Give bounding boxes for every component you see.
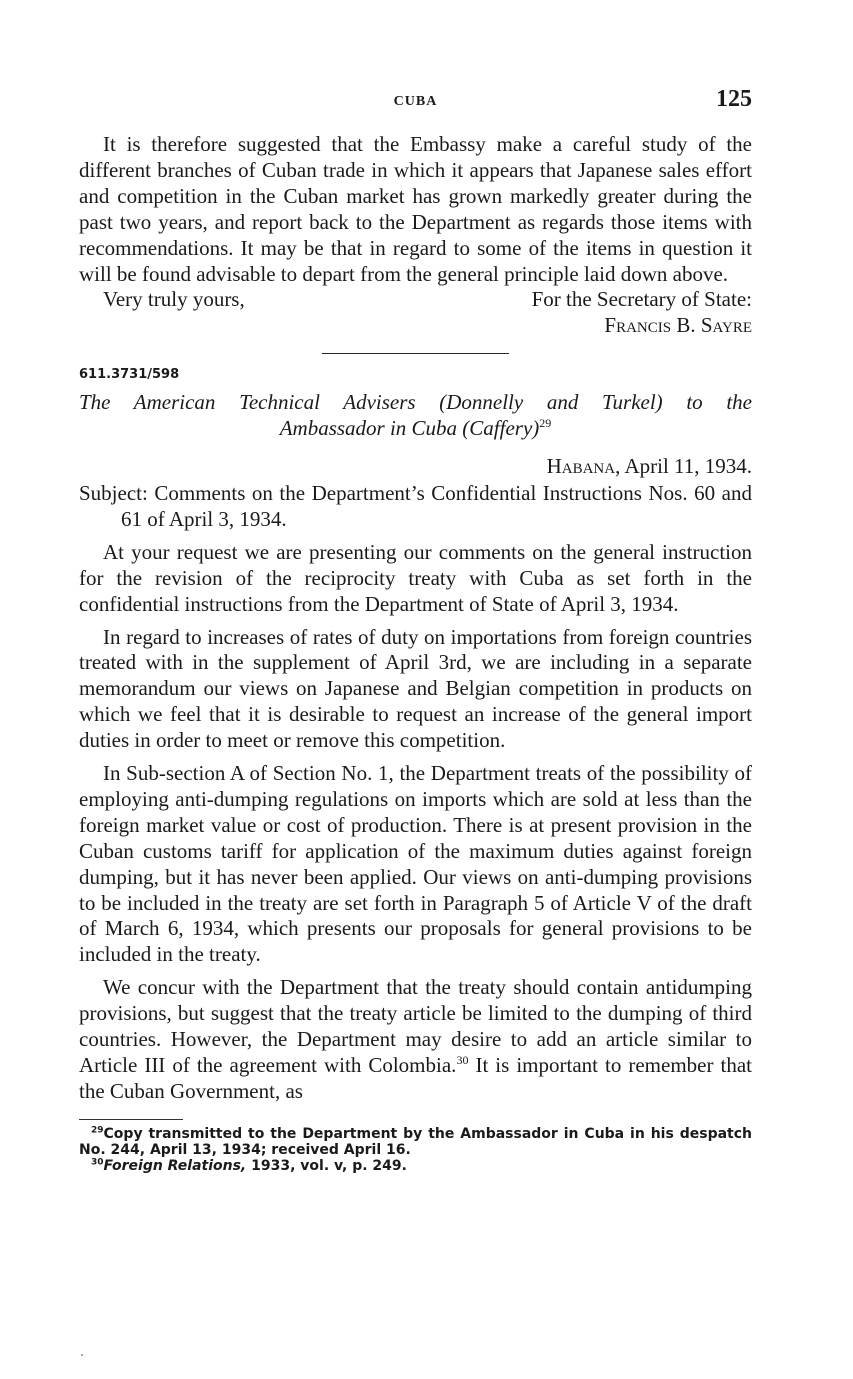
document-title-line2-text: Ambassador in Cuba (Caffery) xyxy=(279,416,540,441)
footnote-ref-29: 29 xyxy=(539,416,552,431)
document-title-line1: The American Technical Advisers (Donnelly and Turkel) to the xyxy=(79,390,752,415)
footnote-29 xyxy=(79,1126,752,1158)
footnote-30-text: 1933, vol. v, p. 249. xyxy=(246,1157,407,1174)
body-paragraph: At your request we are presenting our comments on the general instruction for the revision of the reciprocity treaty with Cuba as set forth in the confidential instructions from the Department of State of April 3, 1934. xyxy=(79,539,752,616)
dateline-place: Habana xyxy=(546,454,616,479)
footnote-30 xyxy=(79,1158,752,1174)
footnotes xyxy=(79,1126,752,1174)
footnote-ref-30: 30 xyxy=(456,1053,469,1067)
document-title-line2 xyxy=(79,416,752,442)
footnote-30-title: Foreign Relations, xyxy=(103,1157,247,1174)
page-header xyxy=(79,86,752,120)
page-number: 125 xyxy=(716,86,752,112)
dateline-date: , April 11, 1934. xyxy=(615,454,752,479)
running-title: CUBA xyxy=(393,94,438,109)
footnote-29-mark: 29 xyxy=(91,1125,104,1136)
section-divider xyxy=(322,353,509,354)
last-paragraph-part-a: We concur with the Department that the treaty should contain antidumping provisions, but suggest that the treaty article be limited to the dumping of third countries. However, the Department may desire to add an article similar to Article III of the agreement with Colombia. xyxy=(79,975,752,1077)
closing-salutation: Very truly yours, xyxy=(103,287,245,312)
file-number: 611.3731/598 xyxy=(79,367,180,383)
footnote-30-mark: 30 xyxy=(91,1157,104,1168)
dateline xyxy=(79,454,752,480)
footnote-29-text: Copy transmitted to the Department by the Ambassador in Cuba in his despatch No. 244, April 13, 1934; received April 16. xyxy=(79,1125,752,1158)
body-paragraph: In Sub-section A of Section No. 1, the Department treats of the possibility of employing anti-dumping regulations on imports which are sold at less than the foreign market value or cost of production. There is at present provision in the Cuban customs tariff for application of the maximum duties against foreign dumping, but it has never been applied. Our views on anti-dumping provisions to be included in the treaty are set forth in Paragraph 5 of Article V of the draft of March 6, 1934, which presents our proposals for general provisions to be included in the treaty. xyxy=(79,761,752,967)
last-paragraph-part-b: It is important to remember that the Cuban Government, as xyxy=(79,1053,752,1103)
letter-closing-paragraph: It is therefore suggested that the Embassy make a careful study of the different branches of Cuban trade in which it appears that Japanese sales effort and competition in the Cuban market has grown markedly greater during the past two years, and report back to the Department as regards those items with recommendations. It may be that in regard to some of the items in question it will be found advisable to depart from the general principle laid down above. xyxy=(79,132,752,286)
footnote-divider xyxy=(79,1119,183,1120)
page-speck xyxy=(81,1354,83,1356)
document-title xyxy=(79,390,752,442)
signature: Francis B. Sayre xyxy=(604,313,752,338)
letter-closing xyxy=(79,287,752,313)
page-body xyxy=(79,132,752,1174)
for-secretary-line: For the Secretary of State: xyxy=(531,287,752,312)
body-paragraph: In regard to increases of rates of duty on importations from foreign countries treated with in the supplement of April 3rd, we are including in a separate memorandum our views on Japanese and Belgian competition in products on which we feel that it is desirable to request an increase of the general import duties in order to meet or remove this competition. xyxy=(79,624,752,753)
subject-line: Subject: Comments on the Department’s Confidential Instructions Nos. 60 and 61 of April 3, 1934. xyxy=(79,480,752,531)
body-paragraph-last xyxy=(79,975,752,1105)
